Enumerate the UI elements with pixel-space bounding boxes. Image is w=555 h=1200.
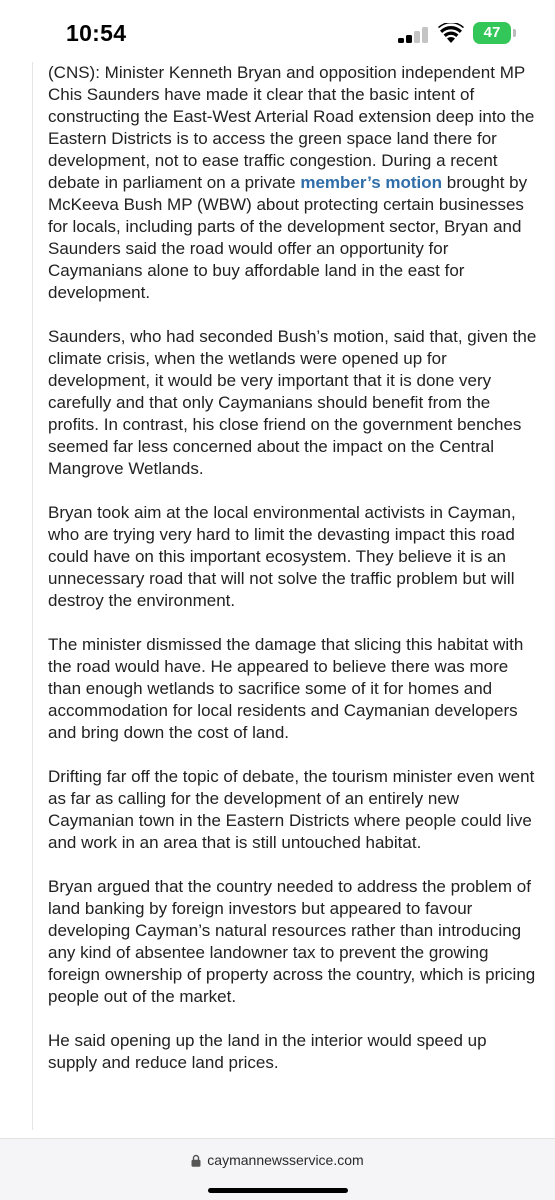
paragraph-text: (CNS): Minister Kenneth Bryan and opposition independent MP Chis Saunders have made it clear that the basic intent of constructing the East-West Arterial Road extension deep into the Eastern Districts is to access the green space land there for development, not to ease traffic congestion. During a recent debate in parliament on a private bbox=[48, 63, 535, 192]
url-display[interactable] bbox=[0, 1150, 555, 1170]
status-bar bbox=[0, 0, 555, 62]
paragraph-text: brought by McKeeva Bush MP (WBW) about protecting certain businesses for locals, including parts of the development sector, Bryan and Saunders said the road would offer an opportunity for Caymanians alone to buy affordable land in the east for development. bbox=[48, 173, 528, 302]
article-paragraph-3: Bryan took aim at the local environmental activists in Cayman, who are trying very hard to limit the devasting impact this road could have on this important ecosystem. They believe it is an unnecessary road that will not solve the traffic problem but will destroy the environment. bbox=[48, 503, 516, 610]
article-paragraph-4: The minister dismissed the damage that slicing this habitat with the road would have. He appeared to believe there was more than enough wetlands to sacrifice some of it for homes and accommodation for local residents and Caymanian developers and bring down the cost of land. bbox=[48, 635, 524, 742]
battery-icon bbox=[473, 22, 517, 44]
article-paragraph-2: Saunders, who had seconded Bush’s motion, said that, given the climate crisis, when the wetlands were opened up for development, it would be very important that it is done very carefully and that only Caymanians should benefit from the profits. In contrast, his close friend on the government benches seemed far less concerned about the impact on the Central Mangrove Wetlands. bbox=[48, 327, 537, 478]
members-motion-link[interactable]: member’s motion bbox=[300, 173, 443, 192]
battery-level: 47 bbox=[473, 22, 511, 44]
content-divider bbox=[32, 62, 33, 1130]
article-paragraph-6: Bryan argued that the country needed to address the problem of land banking by foreign investors but appeared to favour developing Cayman’s natural resources rather than introducing any kind of absentee landowner tax to prevent the growing foreign ownership of property across the country, which is pricing people out of the market. bbox=[48, 877, 536, 1006]
url-text: caymannewsservice.com bbox=[207, 1152, 364, 1168]
wifi-icon bbox=[438, 23, 464, 43]
battery-tip bbox=[513, 29, 516, 37]
home-indicator[interactable] bbox=[208, 1188, 348, 1193]
lock-icon bbox=[191, 1154, 201, 1167]
cellular-signal-icon bbox=[398, 27, 430, 43]
article-paragraph-5: Drifting far off the topic of debate, the tourism minister even went as far as calling for the development of an entirely new Caymanian town in the Eastern Districts where people could live and work in an area that is still untouched habitat. bbox=[48, 767, 535, 852]
article-paragraph-1 bbox=[48, 62, 538, 304]
article-body bbox=[48, 62, 538, 1096]
article-paragraph-7: He said opening up the land in the interior would speed up supply and reduce land prices. bbox=[48, 1031, 487, 1072]
status-time: 10:54 bbox=[66, 20, 127, 46]
browser-address-bar[interactable] bbox=[0, 1138, 555, 1200]
